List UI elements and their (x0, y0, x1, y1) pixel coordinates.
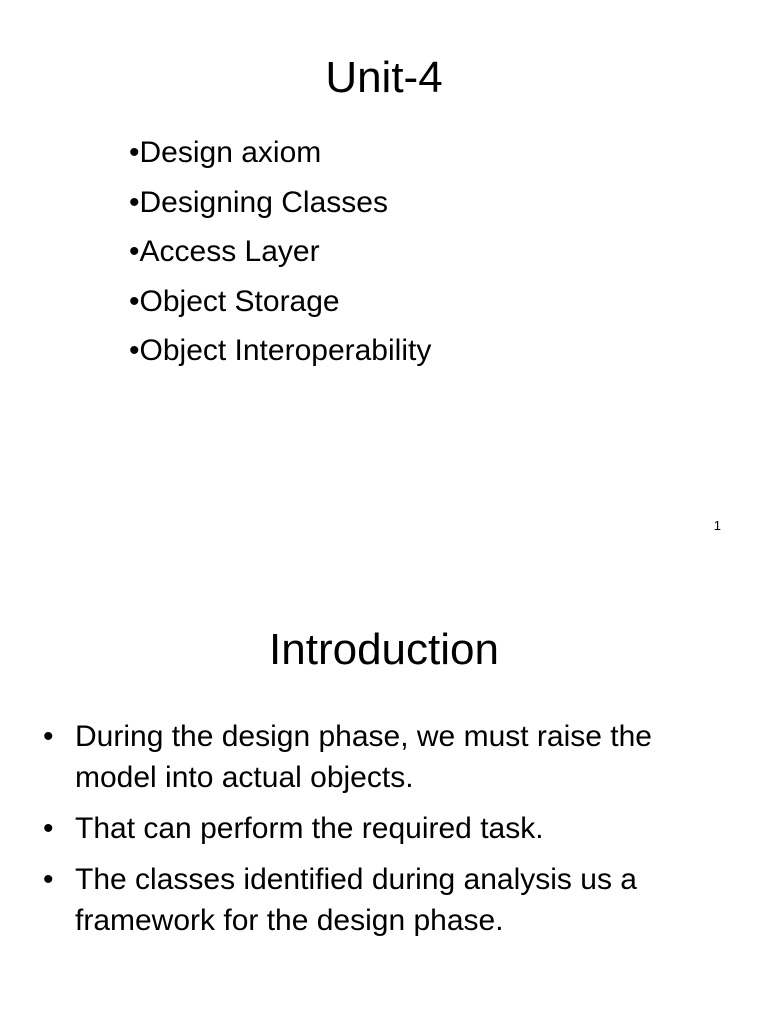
list-item: •Design axiom (129, 136, 322, 169)
list-item: •Designing Classes (129, 185, 388, 219)
list-item (43, 716, 733, 798)
list-item (43, 808, 733, 849)
bullet-list (43, 716, 733, 951)
list-item: •Object Storage (129, 284, 340, 318)
bullet-text: The classes identified during analysis us a framework for the design phase. (75, 863, 637, 937)
slide-title: Introduction (269, 625, 499, 674)
slide-introduction (0, 512, 768, 1024)
bullet-marker: • (43, 812, 54, 845)
page-number: 1 (713, 518, 721, 533)
bullet-marker: • (43, 863, 54, 896)
list-item: •Access Layer (129, 235, 320, 268)
bullet-text: During the design phase, we must raise the model into actual objects. (75, 720, 652, 794)
bullet-marker: • (43, 720, 54, 753)
topic-list (129, 134, 431, 382)
bullet-text: That can perform the required task. (75, 812, 544, 845)
slide-title: Unit-4 (325, 53, 443, 102)
list-item (43, 859, 733, 941)
list-item: •Object Interoperability (129, 334, 432, 367)
